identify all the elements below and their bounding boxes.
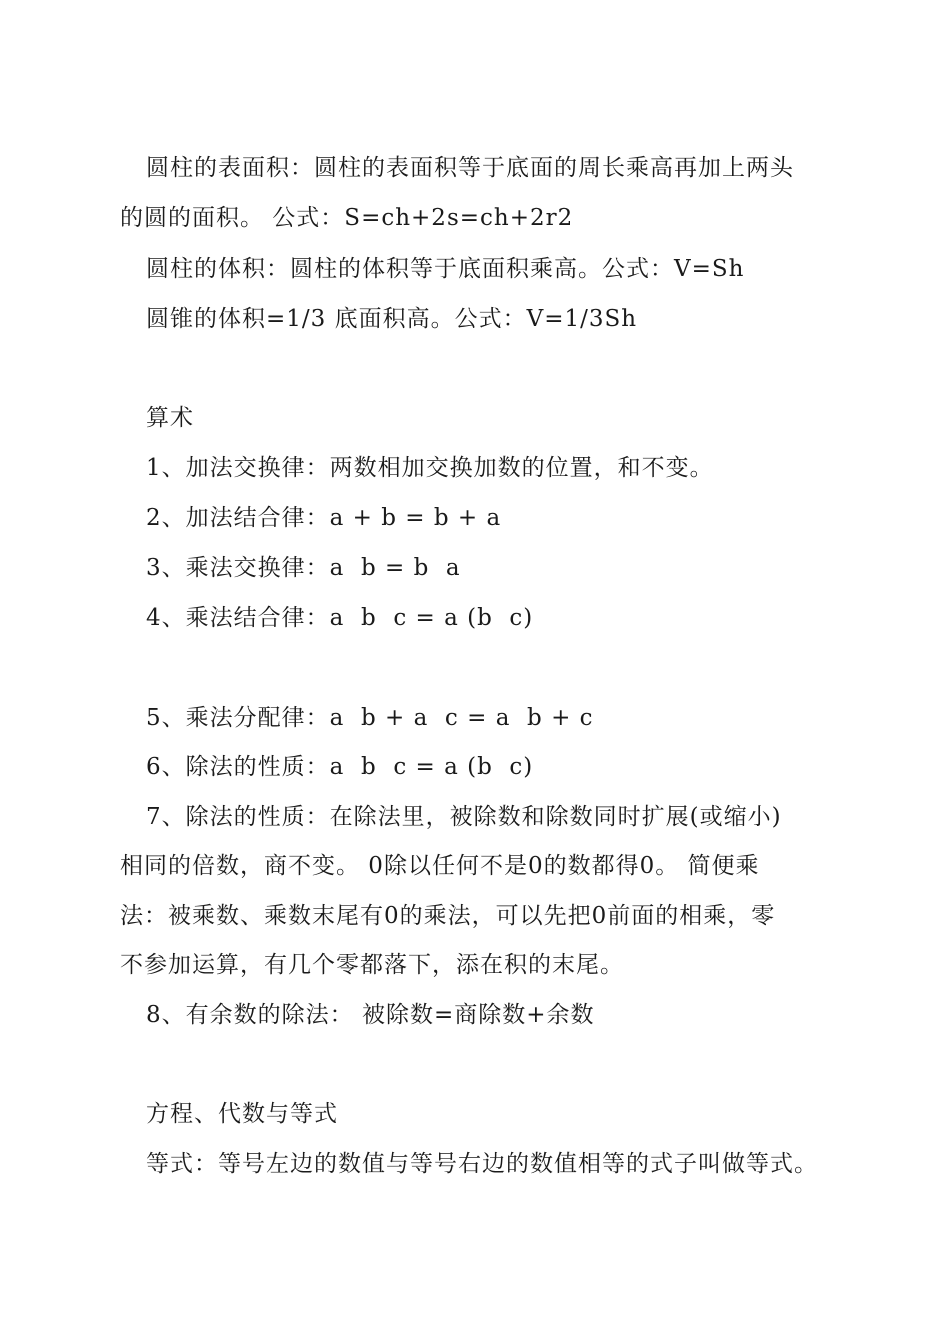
rule-8-line: 8、有余数的除法： 被除数=商除数+余数 [146, 1002, 595, 1028]
rule-6-line: 6、除法的性质：a b c = a (b c) [146, 754, 534, 780]
cylinder-surface-area-line-2: 的圆的面积。 公式：S=ch+2s=ch+2r2 [120, 205, 574, 231]
rule-3-line: 3、乘法交换律：a b = b a [146, 555, 461, 581]
cone-volume-line: 圆锥的体积=1/3 底面积高。公式：V=1/3Sh [146, 306, 638, 332]
rule-7-line-3: 法：被乘数、乘数末尾有0的乘法，可以先把0前面的相乘，零 [120, 903, 776, 929]
rule-1-line: 1、加法交换律：两数相加交换加数的位置，和不变。 [146, 455, 714, 481]
arithmetic-heading: 算术 [146, 405, 194, 431]
equations-heading: 方程、代数与等式 [146, 1101, 338, 1127]
rule-7-line-2: 相同的倍数，商不变。 0除以任何不是0的数都得0。 简便乘 [120, 853, 760, 879]
cylinder-volume-line: 圆柱的体积：圆柱的体积等于底面积乘高。公式：V=Sh [146, 256, 745, 282]
cylinder-surface-area-line-1: 圆柱的表面积：圆柱的表面积等于底面的周长乘高再加上两头 [146, 155, 794, 181]
rule-5-line: 5、乘法分配律：a b + a c = a b + c [146, 705, 594, 731]
rule-4-line: 4、乘法结合律：a b c = a (b c) [146, 605, 534, 631]
equation-definition-line: 等式：等号左边的数值与等号右边的数值相等的式子叫做等式。 [146, 1151, 818, 1177]
rule-7-line-1: 7、除法的性质：在除法里，被除数和除数同时扩展(或缩小) [146, 804, 782, 830]
rule-7-line-4: 不参加运算，有几个零都落下，添在积的末尾。 [120, 952, 624, 978]
rule-2-line: 2、加法结合律：a + b = b + a [146, 505, 502, 531]
